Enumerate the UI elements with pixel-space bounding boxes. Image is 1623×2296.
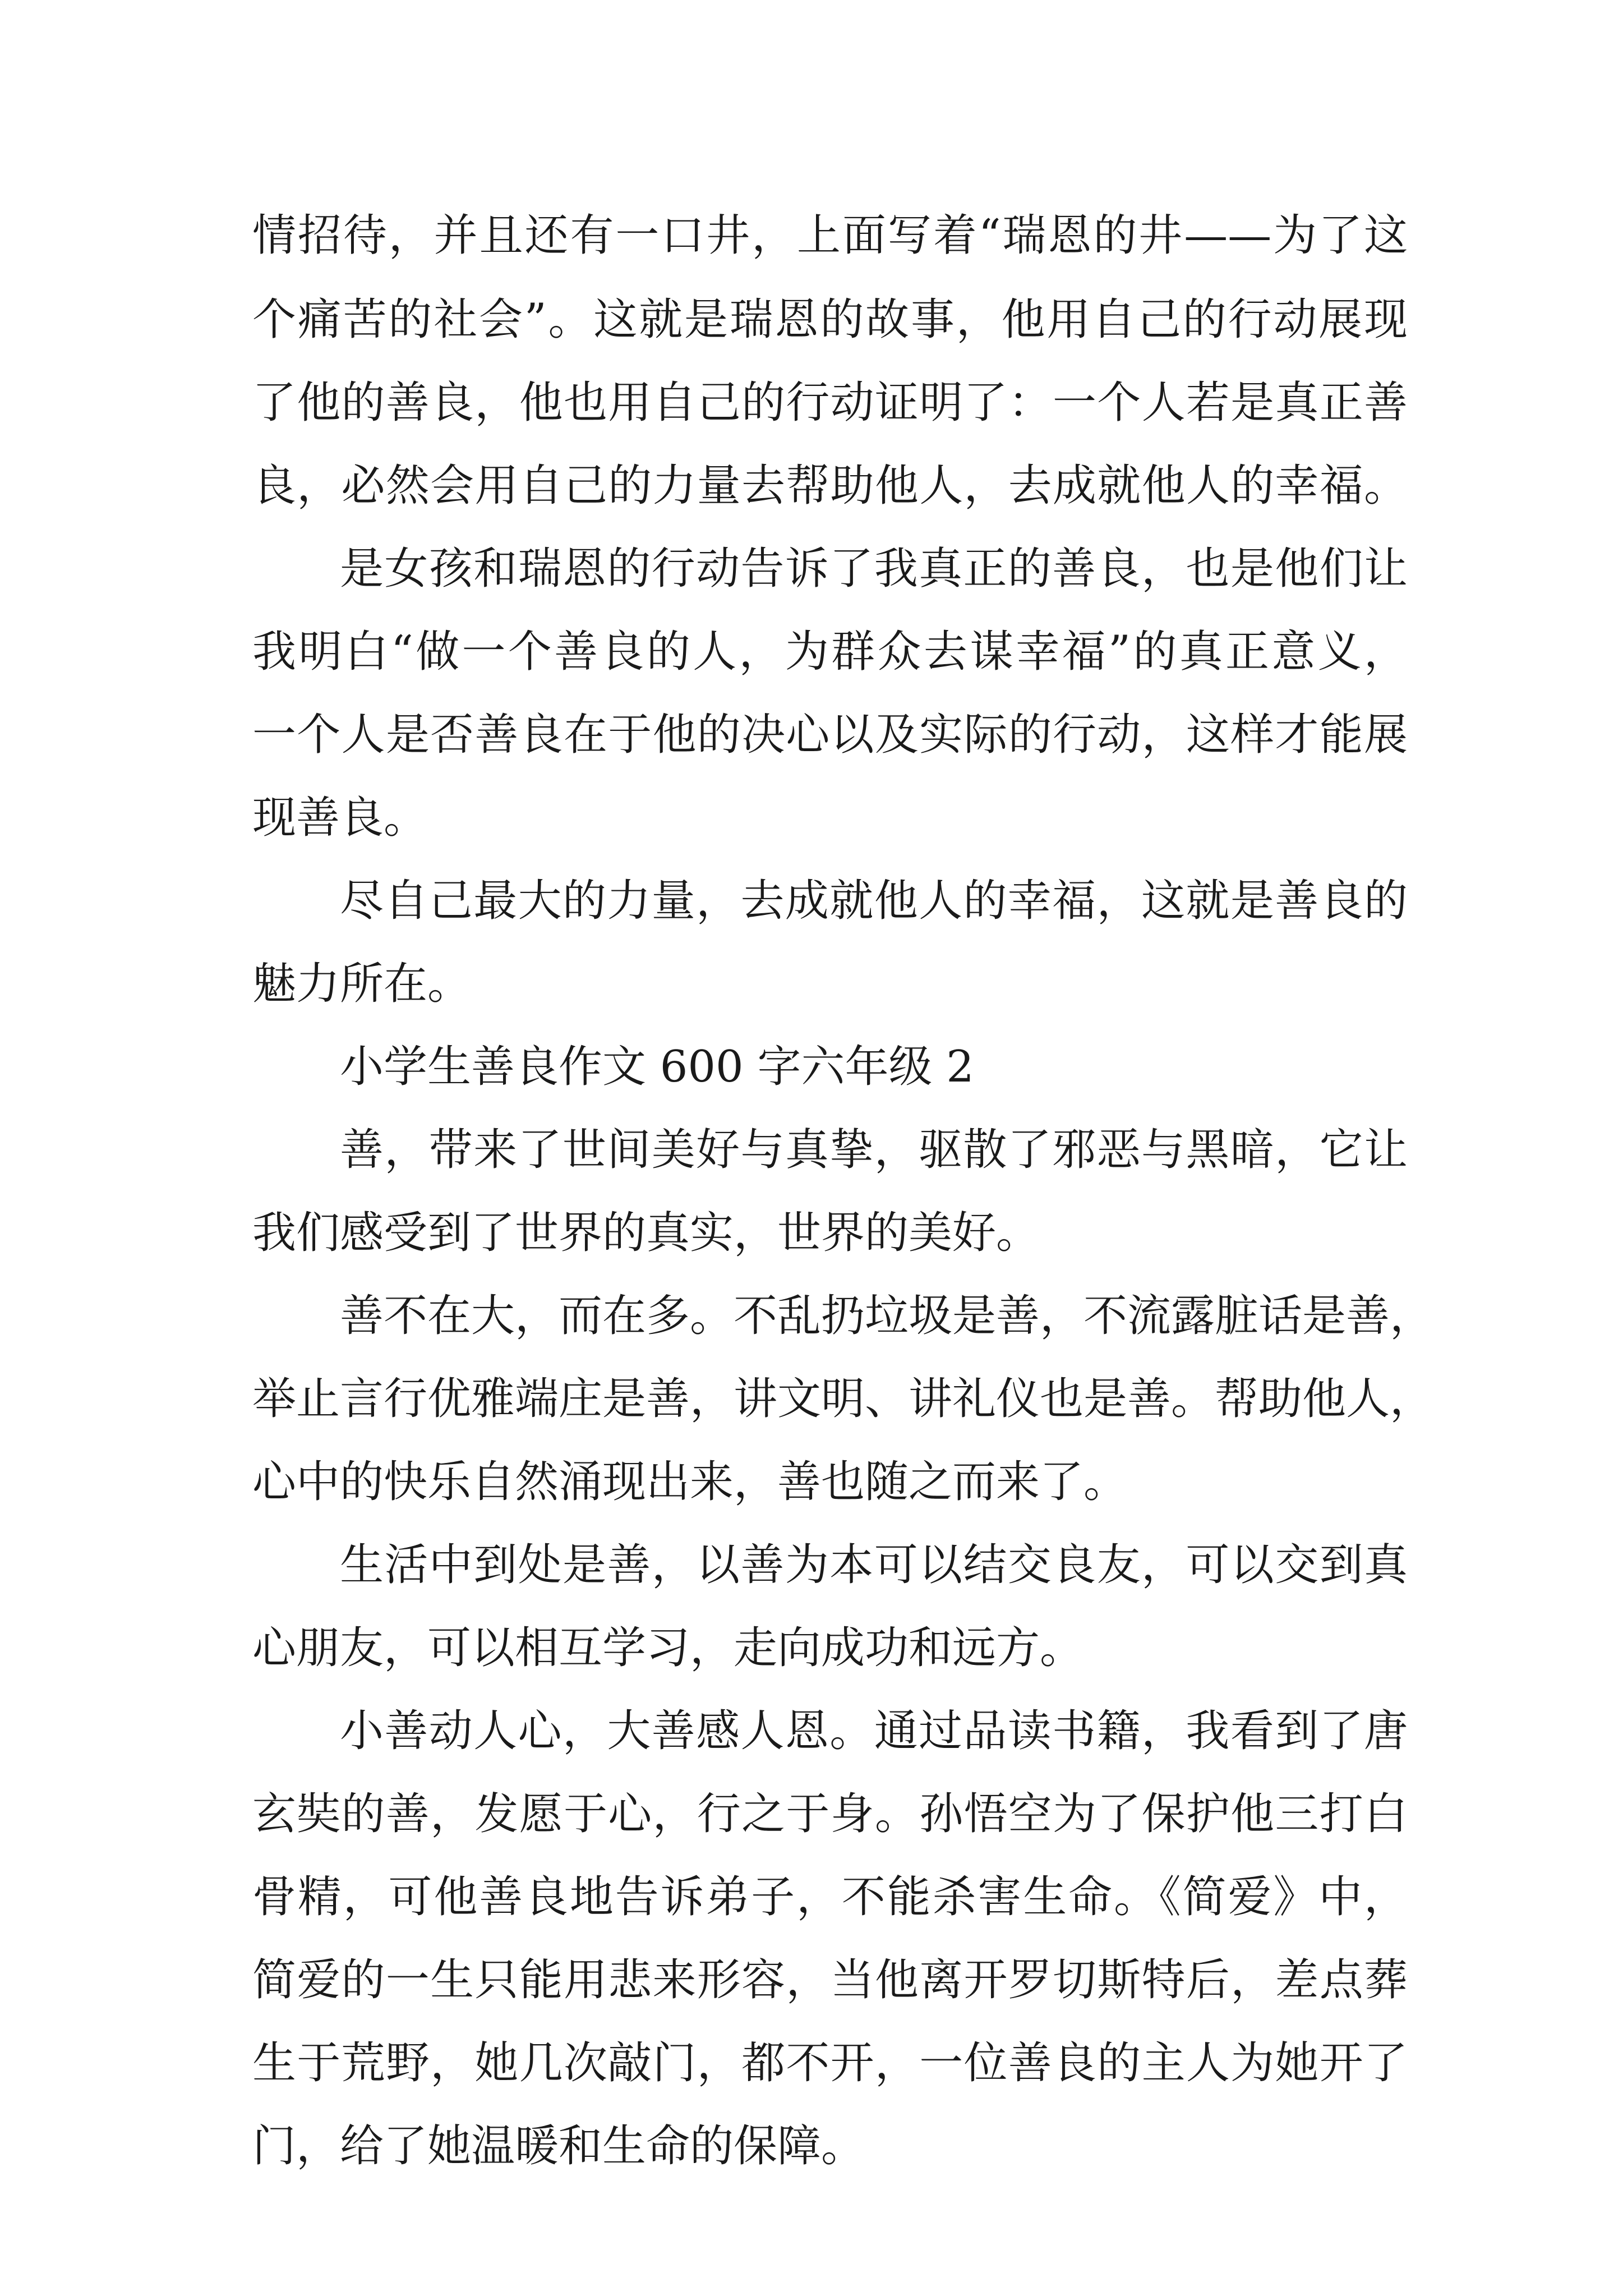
text-line: 生于荒野，她几次敲门，都不开，一位善良的主人为她开了 bbox=[252, 2038, 1408, 2088]
text-line: 简爱的一生只能用悲来形容，当他离开罗切斯特后，差点葬 bbox=[252, 1955, 1408, 2005]
text-line: 生活中到处是善，以善为本可以结交良友，可以交到真 bbox=[340, 1540, 1408, 1590]
text-line: 我明白“做一个善良的人，为群众去谋幸福”的真正意义， bbox=[252, 627, 1408, 677]
text-line: 魅力所在。 bbox=[252, 959, 472, 1009]
text-line: 举止言行优雅端庄是善，讲文明、讲礼仪也是善。帮助他人， bbox=[252, 1374, 1434, 1424]
text-line: 善不在大，而在多。不乱扔垃圾是善，不流露脏话是善， bbox=[340, 1291, 1434, 1341]
text-line: 现善良。 bbox=[252, 793, 428, 843]
text-line: 小善动人心，大善感人恩。通过品读书籍，我看到了唐 bbox=[340, 1706, 1408, 1756]
text-line: 我们感受到了世界的真实，世界的美好。 bbox=[252, 1208, 1040, 1258]
text-line: 情招待，并且还有一口井，上面写着“瑞恩的井——为了这 bbox=[252, 210, 1408, 261]
text-line: 玄奘的善，发愿于心，行之于身。孙悟空为了保护他三打白 bbox=[252, 1789, 1408, 1839]
text-line: 一个人是否善良在于他的决心以及实际的行动，这样才能展 bbox=[252, 710, 1408, 760]
section-heading: 小学生善良作文 600 字六年级 2 bbox=[340, 1042, 974, 1092]
text-line: 是女孩和瑞恩的行动告诉了我真正的善良，也是他们让 bbox=[340, 544, 1408, 594]
text-line: 尽自己最大的力量，去成就他人的幸福，这就是善良的 bbox=[340, 876, 1408, 926]
text-line: 了他的善良，他也用自己的行动证明了：一个人若是真正善 bbox=[252, 378, 1408, 428]
text-line: 良，必然会用自己的力量去帮助他人，去成就他人的幸福。 bbox=[252, 461, 1408, 511]
text-line: 骨精，可他善良地告诉弟子，不能杀害生命。《简爱》中， bbox=[252, 1872, 1408, 1922]
text-line: 善，带来了世间美好与真挚，驱散了邪恶与黑暗，它让 bbox=[340, 1125, 1408, 1175]
text-line: 门，给了她温暖和生命的保障。 bbox=[252, 2121, 865, 2171]
text-line: 个痛苦的社会”。这就是瑞恩的故事，他用自己的行动展现 bbox=[252, 295, 1408, 345]
text-line: 心中的快乐自然涌现出来，善也随之而来了。 bbox=[252, 1457, 1128, 1507]
text-line: 心朋友，可以相互学习，走向成功和远方。 bbox=[252, 1623, 1084, 1673]
